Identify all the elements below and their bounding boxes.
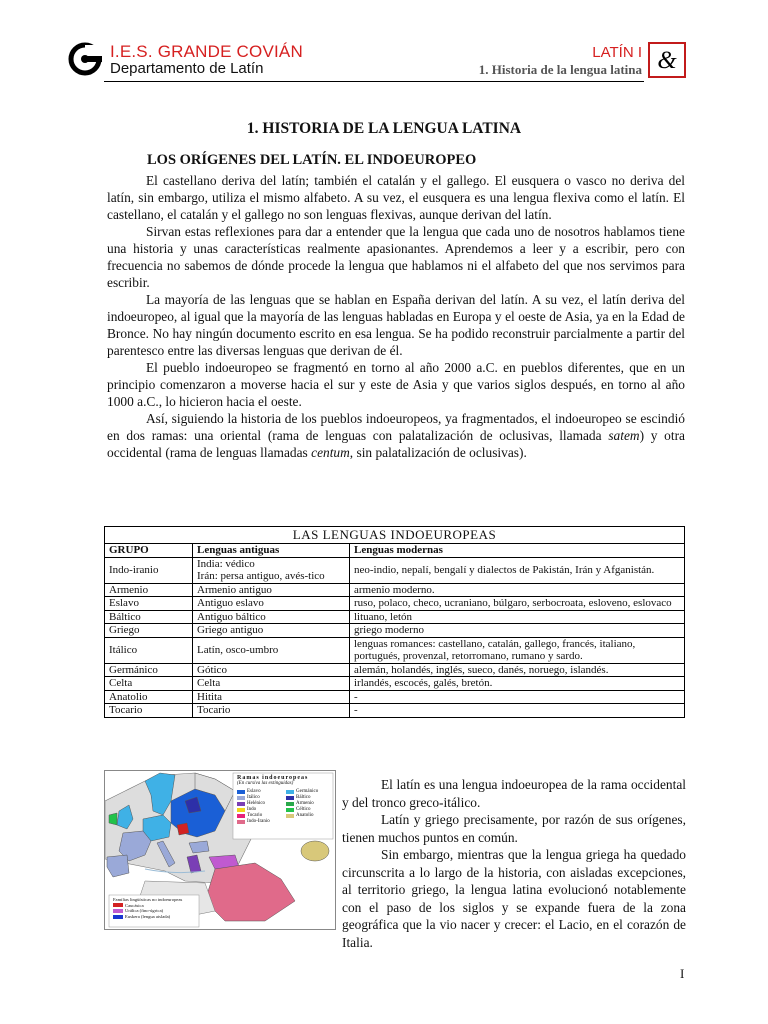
- ancient-language: Irán: persa antiguo, avés-tico: [197, 570, 325, 582]
- modern-cell: armenio moderno.: [350, 583, 685, 597]
- modern-cell: ruso, polaco, checo, ucraniano, búlgaro, serbocroata, esloveno, eslovaco: [350, 597, 685, 611]
- legend-label: Céltico: [296, 807, 311, 812]
- table-header-row: [105, 544, 685, 558]
- ampersand-logo-icon: [648, 42, 686, 78]
- body-text: [107, 172, 685, 461]
- table-row: [105, 677, 685, 691]
- table-row: [105, 624, 685, 638]
- table-row: [105, 704, 685, 718]
- paragraph: Sirvan estas reflexiones para dar a entender que la lengua que cada uno de nosotros hablamos tiene una historia y unas características realmente apasionantes. Aprendemos a leer y a escribir, pero con frecuencia no sabemos de dónde procede la lengua que hablamos ni el alfabeto del que nos servimos para escribir.: [107, 224, 685, 290]
- legend-swatch: [237, 796, 245, 800]
- legend-swatch: [286, 796, 294, 800]
- non-ie-entry: [113, 914, 199, 920]
- group-cell: Indo-iranio: [105, 557, 193, 583]
- ancient-cell: [193, 610, 350, 624]
- ancient-language: Hitita: [197, 690, 223, 703]
- svg-text:&: &: [657, 47, 677, 74]
- ancient-language: Antiguo báltico: [197, 610, 266, 623]
- department-name: Departamento de Latín: [110, 60, 264, 77]
- legend-label: Indo: [247, 807, 257, 812]
- group-cell: Báltico: [105, 610, 193, 624]
- ancient-cell: [193, 704, 350, 718]
- paragraph: El latín es una lengua indoeuropea de la rama occidental y del tronco greco-itálico.: [342, 777, 686, 810]
- ancient-cell: [193, 557, 350, 583]
- legend-swatch: [286, 802, 294, 806]
- group-cell: Eslavo: [105, 597, 193, 611]
- non-ie-legend: [113, 897, 199, 919]
- ancient-language: Latín, osco-umbro: [197, 643, 279, 656]
- ancient-language: Antiguo eslavo: [197, 597, 264, 609]
- legend-swatch: [237, 802, 245, 806]
- term-satem: satem: [608, 428, 640, 443]
- modern-cell: irlandés, escocés, galés, bretón.: [350, 677, 685, 691]
- legend-label: Itálico: [247, 795, 260, 800]
- ancient-language: Celta: [197, 677, 221, 689]
- group-cell: Tocario: [105, 704, 193, 718]
- table-row: [105, 663, 685, 677]
- legend-label: Tocario: [247, 813, 263, 818]
- legend-entry: [286, 813, 333, 819]
- paragraph: [107, 410, 685, 461]
- modern-cell: griego moderno: [350, 624, 685, 638]
- column-header: Lenguas modernas: [350, 544, 685, 558]
- table-row: [105, 597, 685, 611]
- modern-cell: lenguas romances: castellano, catalán, gallego, francés, italiano, portugués, provenzal, retorromano, rumano y sardo.: [350, 637, 685, 663]
- subject-label: LATÍN I: [592, 44, 642, 61]
- legend-label: Caucásica: [125, 902, 144, 908]
- legend-label: Euskera (lengua aislada): [125, 913, 171, 919]
- legend-swatch: [286, 790, 294, 794]
- legend-swatch: [286, 808, 294, 812]
- modern-cell: lituano, letón: [350, 610, 685, 624]
- ancient-language: India: védico: [197, 557, 255, 570]
- ancient-language: Griego antiguo: [197, 624, 264, 636]
- page-header: [0, 0, 768, 90]
- paragraph: La mayoría de las lenguas que se hablan en España derivan del latín. A su vez, el latín deriva del indoeuropeo, al igual que la mayoría de las lenguas habladas en Europa y el oeste de Asia, ya en la Edad de Bronce. No hay ningún documento escrito en esa lengua. Se ha podido reconstruir parcialmente a partir del parentesco entre las diversas lenguas que derivan de él.: [107, 292, 685, 358]
- school-name: I.E.S. GRANDE COVIÁN: [110, 42, 303, 61]
- ancient-cell: [193, 677, 350, 691]
- legend-label: Urálica (fino-úgrica): [125, 908, 164, 914]
- group-cell: Germánico: [105, 663, 193, 677]
- column-header: Lenguas antiguas: [193, 544, 350, 558]
- column-header: GRUPO: [105, 544, 193, 558]
- map-subtitle: (En cursiva las extinguidas): [237, 781, 294, 786]
- lesson-label: 1. Historia de la lengua latina: [478, 62, 642, 77]
- modern-cell: alemán, holandés, inglés, sueco, danés, noruego, islandés.: [350, 663, 685, 677]
- languages-table: [104, 526, 685, 718]
- ancient-cell: [193, 624, 350, 638]
- group-cell: Celta: [105, 677, 193, 691]
- legend-label: Báltico: [296, 795, 311, 800]
- table-row: [105, 610, 685, 624]
- paragraph: Latín y griego precisamente, por razón de sus orígenes, tienen muchos puntos en común.: [342, 812, 686, 845]
- legend-label: Germánico: [296, 789, 319, 794]
- table-row: [105, 557, 685, 583]
- legend-entry: [237, 819, 284, 825]
- ancient-cell: [193, 637, 350, 663]
- text-span: Así, siguiendo la historia de los pueblos indoeuropeos, ya fragmentados, el indoeuropeo se escindió en dos ramas: una oriental (rama de lenguas con palatalización de oclusivas, llamada: [107, 411, 685, 443]
- legend-swatch: [113, 915, 123, 919]
- legend-swatch: [237, 808, 245, 812]
- legend-swatch: [286, 814, 294, 818]
- ancient-cell: [193, 597, 350, 611]
- map-title: Ramas indoeuropeas: [237, 775, 309, 781]
- ancient-cell: [193, 583, 350, 597]
- paragraph: Sin embargo, mientras que la lengua griega ha quedado circunscrita a lo largo de la historia, con aisladas excepciones, al territorio griego, la lengua latina evolucionó notablemente con el paso de los siglos y se expande fuera de la zona geográfica que la vio nacer y crecer: el Lacio, en el corazón de Italia.: [342, 847, 686, 950]
- school-logo-icon: [68, 42, 102, 76]
- table-row: [105, 583, 685, 597]
- map-legend: [237, 775, 333, 825]
- term-centum: centum: [311, 445, 350, 460]
- legend-label: Armenio: [296, 801, 314, 806]
- text-span: ) y otra occidental (rama de lenguas llamadas: [107, 428, 685, 460]
- modern-cell: neo-indio, nepalí, bengalí y dialectos de Pakistán, Irán y Afganistán.: [350, 557, 685, 583]
- ancient-cell: [193, 690, 350, 704]
- legend-label: Anatolio: [296, 813, 314, 818]
- legend-swatch: [237, 790, 245, 794]
- table-row: [105, 637, 685, 663]
- page-number: I: [680, 966, 685, 981]
- paragraph: El castellano deriva del latín; también el catalán y el gallego. El eusquera o vasco no deriva del latín, sin embargo, utiliza el mismo alfabeto. A su vez, el eusquera es una lengua flexiva como el latín. El castellano, el catalán y el gallego no son lenguas flexivas, aunque derivan del latín.: [107, 173, 685, 222]
- group-cell: Armenio: [105, 583, 193, 597]
- legend-swatch: [237, 820, 245, 824]
- text-span: , sin palatalización de oclusivas).: [349, 445, 527, 460]
- paragraph: El pueblo indoeuropeo se fragmentó en torno al año 2000 a.C. en pueblos diferentes, que en un principio comenzaron a moverse hacia el sur y este de Asia y que varios siglos después, en torno al año 1000 a.C., lo hicieron hacia el oeste.: [107, 360, 685, 409]
- page-title: 1. HISTORIA DE LA LENGUA LATINA: [246, 120, 522, 137]
- legend-swatch: [113, 909, 123, 913]
- non-ie-title: Familias lingüísticas no indoeuropeas: [113, 897, 183, 902]
- legend-label: Helénico: [247, 801, 266, 806]
- side-text: [342, 776, 686, 951]
- legend-swatch: [113, 903, 123, 907]
- group-cell: Griego: [105, 624, 193, 638]
- modern-cell: -: [350, 690, 685, 704]
- legend-label: Indo-Iranio: [247, 819, 270, 824]
- indoeuropean-map: [104, 770, 336, 930]
- legend-label: Eslavo: [247, 789, 261, 794]
- ancient-language: Tocario: [197, 704, 231, 716]
- ancient-language: Armenio antiguo: [197, 583, 272, 596]
- ancient-language: Gótico: [197, 663, 227, 676]
- modern-cell: -: [350, 704, 685, 718]
- table-row: [105, 690, 685, 704]
- ancient-cell: [193, 663, 350, 677]
- legend-swatch: [237, 814, 245, 818]
- header-rule: [104, 81, 644, 82]
- group-cell: Itálico: [105, 637, 193, 663]
- table-caption: LAS LENGUAS INDOEUROPEAS: [105, 527, 685, 544]
- section-subtitle: LOS ORÍGENES DEL LATÍN. EL INDOEUROPEO: [147, 152, 477, 168]
- group-cell: Anatolio: [105, 690, 193, 704]
